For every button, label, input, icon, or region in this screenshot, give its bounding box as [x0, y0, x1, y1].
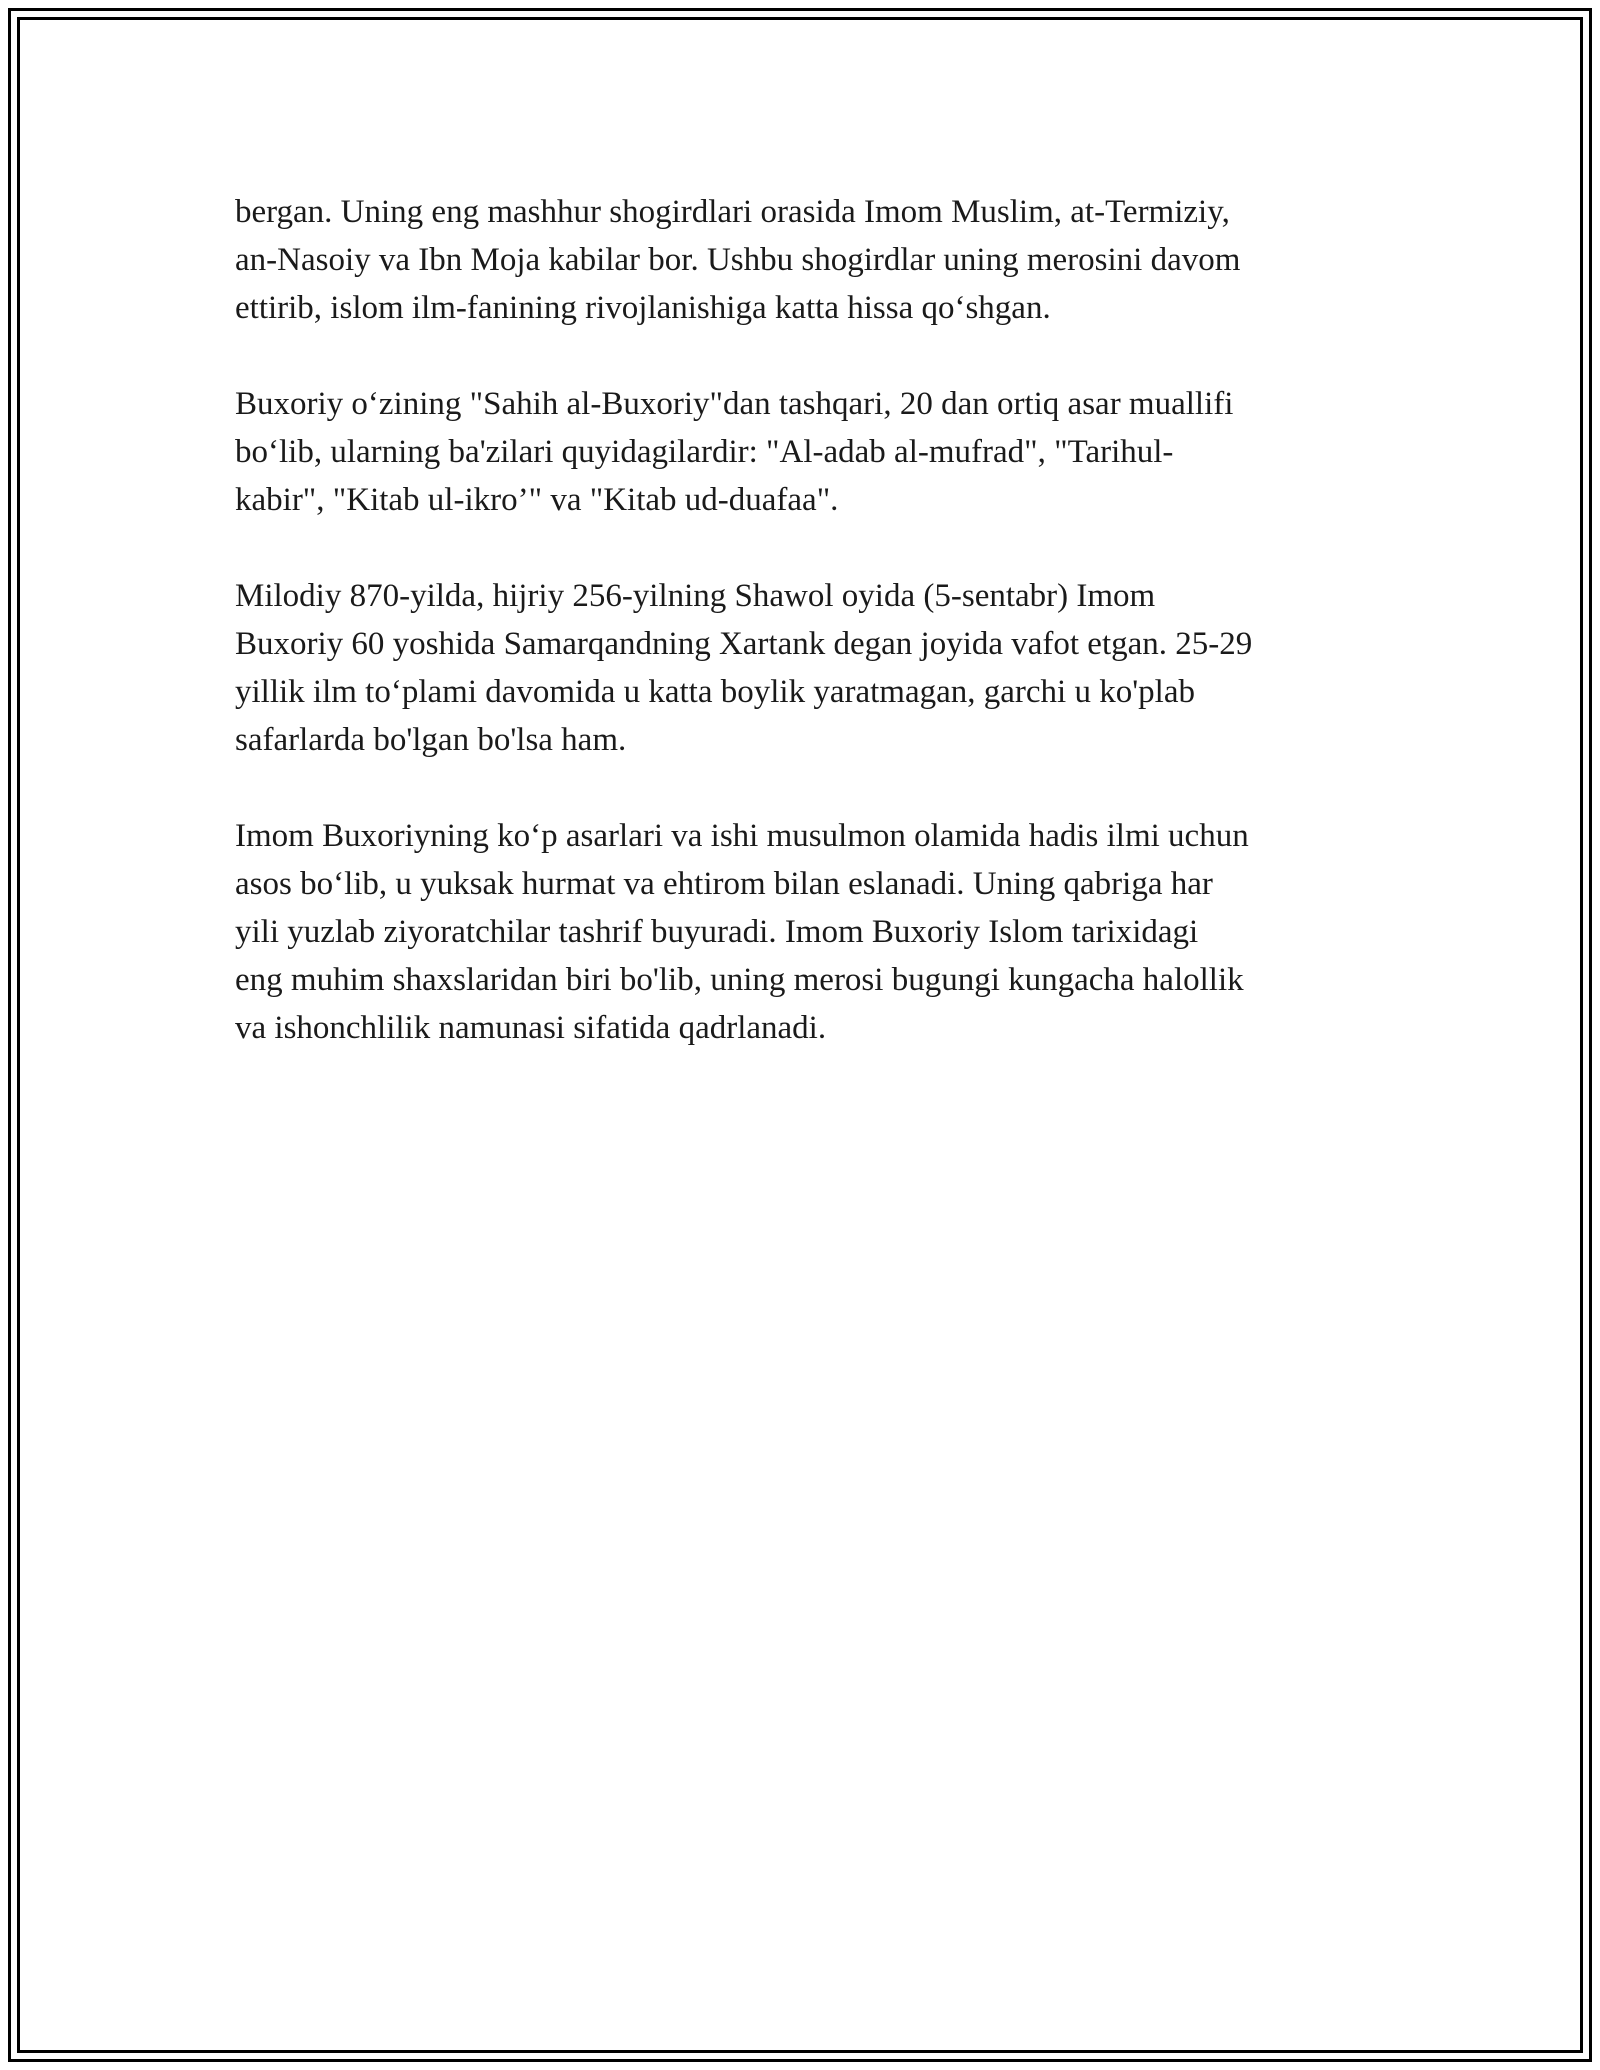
paragraph-death	[235, 572, 1375, 764]
text-line: yili yuzlab ziyoratchilar tashrif buyuradi. Imom Buxoriy Islom tarixidagi	[235, 914, 1199, 950]
text-line: kabir", "Kitab ul-ikro’" va "Kitab ud-duafaa".	[235, 482, 839, 518]
text-line: va ishonchlilik namunasi sifatida qadrlanadi.	[235, 1010, 827, 1046]
text-line: ettirib, islom ilm-fanining rivojlanishiga katta hissa qo‘shgan.	[235, 290, 1051, 326]
text-line: an-Nasoiy va Ibn Moja kabilar bor. Ushbu shogirdlar uning merosini davom	[235, 242, 1241, 278]
text-line: Milodiy 870-yilda, hijriy 256-yilning Shawol oyida (5-sentabr) Imom	[235, 578, 1156, 614]
text-line: Buxoriy o‘zining "Sahih al-Buxoriy"dan tashqari, 20 dan ortiq asar muallifi	[235, 386, 1234, 422]
paragraph-legacy	[235, 812, 1375, 1052]
paragraph-works	[235, 380, 1375, 524]
text-line: Buxoriy 60 yoshida Samarqandning Xartank degan joyida vafot etgan. 25-29	[235, 626, 1253, 662]
paragraph-students	[235, 188, 1375, 332]
text-line: bo‘lib, ularning ba'zilari quyidagilardir: "Al-adab al-mufrad", "Tarihul-	[235, 434, 1174, 470]
document-body	[235, 188, 1375, 1100]
text-line: yillik ilm to‘plami davomida u katta boylik yaratmagan, garchi u ko'plab	[235, 674, 1195, 710]
text-line: asos bo‘lib, u yuksak hurmat va ehtirom bilan eslanadi. Uning qabriga har	[235, 866, 1213, 902]
text-line: eng muhim shaxslaridan biri bo'lib, uning merosi bugungi kungacha halollik	[235, 962, 1244, 998]
text-line: Imom Buxoriyning ko‘p asarlari va ishi musulmon olamida hadis ilmi uchun	[235, 818, 1249, 854]
text-line: bergan. Uning eng mashhur shogirdlari orasida Imom Muslim, at-Termiziy,	[235, 194, 1230, 230]
text-line: safarlarda bo'lgan bo'lsa ham.	[235, 722, 627, 758]
